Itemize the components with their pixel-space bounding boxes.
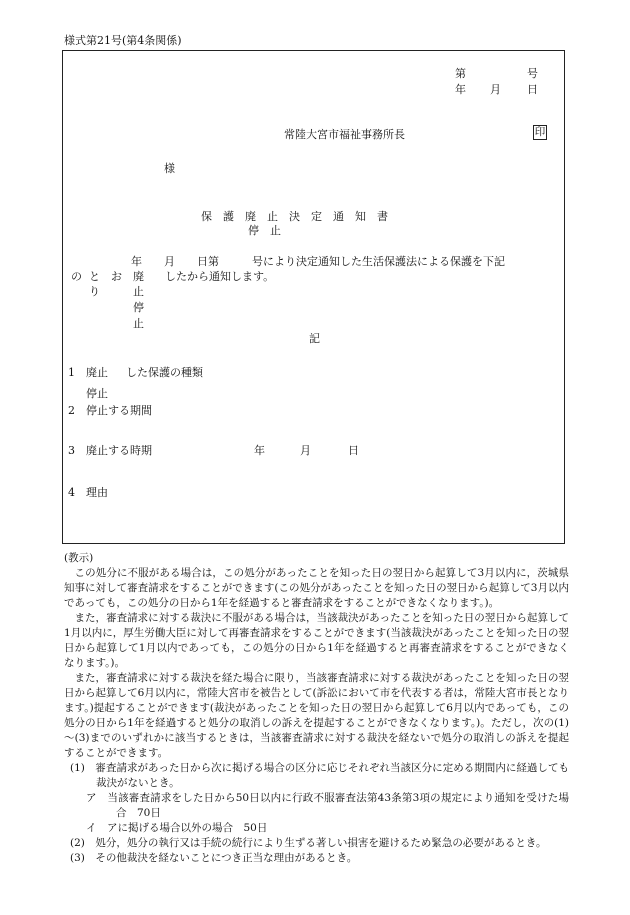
item-3-year: 年 [254, 444, 265, 457]
item-1-label-b: した保護の種類 [126, 366, 203, 379]
document-title: 保 護 廃 止 決 定 通 知 書 [201, 210, 388, 223]
number-prefix: 第 [455, 67, 466, 80]
date-day: 日 [527, 83, 538, 96]
item-1-number: 1 [68, 366, 75, 379]
item-2-number: 2 [68, 404, 75, 417]
body-line-1: 年 月 日第 号により決定通知した生活保護法による保護を下記 [131, 255, 505, 268]
instruction-item-1a: ア 当該審査請求をした日から50日以内に行政不服審査法第43条第3項の規定により通知を受けた場合 70日 [86, 792, 569, 819]
appeal-instruction-section [64, 551, 569, 866]
date-year: 年 [455, 83, 466, 96]
item-4-number: 4 [68, 486, 75, 499]
instruction-item-1b: イ アに掲げる場合以外の場合 50日 [86, 822, 268, 834]
date-month: 月 [490, 83, 501, 96]
instruction-paragraph-2: また，審査請求に対する裁決に不服がある場合は，当該裁決があったことを知った日の翌日から起算して1月以内に，厚生労働大臣に対して再審査請求をすることができます(当該裁決があったことを知った日の翌日から起算して1月以内であっても，この処分の日から1年を経過すると再審査請求をすることができなくなります。)。 [64, 612, 569, 669]
body-no: の [71, 270, 82, 283]
seal-mark: 印 [534, 126, 546, 138]
ki-marker: 記 [309, 332, 320, 345]
document-title-alt: 停 止 [248, 224, 281, 237]
item-3-number: 3 [68, 444, 75, 457]
body-to-o: と お [89, 270, 122, 283]
instruction-item-3: (3) その他裁決を経ないことにつき正当な理由があるとき。 [70, 852, 358, 864]
body-tail: したから通知します。 [165, 270, 275, 283]
addressee-suffix: 様 [164, 162, 175, 175]
body-haishi-1: 廃 [133, 270, 144, 283]
item-1-label-a: 廃止 [86, 366, 108, 379]
item-1-alt-label: 停止 [86, 387, 108, 400]
form-label: 様式第21号(第4条関係) [64, 34, 182, 47]
instruction-paragraph-3: また，審査請求に対する裁決を経た場合に限り，当該審査請求に対する裁決があったことを知った日の翌日から起算して6月以内に，常陸大宮市を被告として(訴訟において市を代表する者は，常陸大宮市長となります。)提起することができます(裁決があったことを知った日の翌日から起算して6月以内であっても，この処分の日から1年を経過すると処分の取消しの訴えを提起することができなくなります。)。ただし，次の(1)～(3)までのいずれかに該当するときは，当該審査請求に対する裁決を経ないで処分の取消しの訴えを提起することができます。 [64, 672, 569, 759]
body-teishi-1: 停 [133, 301, 144, 314]
number-suffix: 号 [527, 67, 538, 80]
instruction-heading: (教示) [64, 552, 94, 564]
instruction-paragraph-1: この処分に不服がある場合は，この処分があったことを知った日の翌日から起算して3月以内に，茨城県知事に対して審査請求をすることができます(この処分があったことを知った日の翌日から起算して3月以内であっても，この処分の日から1年を経過すると審査請求をすることができなくなります。)。 [64, 567, 569, 609]
body-teishi-2: 止 [133, 317, 144, 330]
item-4-label: 理由 [86, 486, 108, 499]
item-3-label: 廃止する時期 [86, 444, 152, 457]
body-ri: り [89, 285, 100, 298]
item-2-label: 停止する期間 [86, 404, 152, 417]
body-haishi-2: 止 [133, 285, 144, 298]
item-3-day: 日 [348, 444, 359, 457]
item-3-month: 月 [300, 444, 311, 457]
issuer-name: 常陸大宮市福祉事務所長 [284, 128, 405, 141]
instruction-item-1: (1) 審査請求があった日から次に掲げる場合の区分に応じそれぞれ当該区分に定める期間内に経過しても裁決がないとき。 [70, 762, 569, 789]
instruction-item-2: (2) 処分，処分の執行又は手続の続行により生ずる著しい損害を避けるため緊急の必要があるとき。 [70, 837, 547, 849]
